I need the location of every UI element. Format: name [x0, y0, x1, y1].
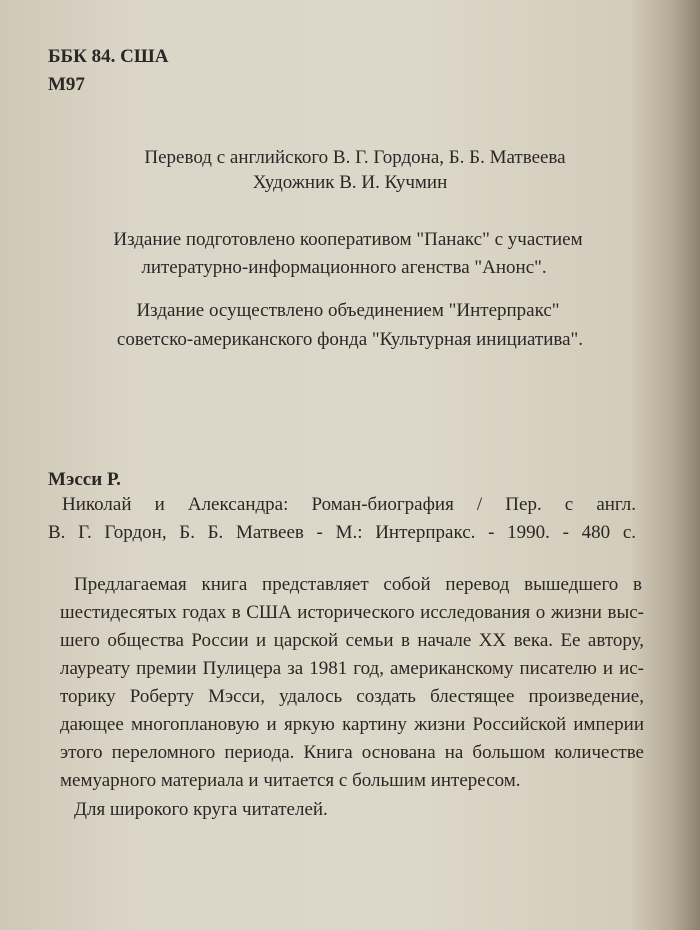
translator-credit: Перевод с английского В. Г. Гордона, Б. Б. Матвеева [144, 147, 566, 168]
annotation-line: шестидесятых годах в США исторического исследования о жизни выс- [60, 602, 644, 623]
catalog-title-line: Николай и Александра: Роман-биография / Пер. с англ. [62, 494, 636, 515]
publisher-note-line: советско-американского фонда "Культурная инициатива". [116, 329, 584, 350]
annotation-line: мемуарного материала и читается с большим интересом. [60, 770, 521, 791]
bbk-index: ББК 84. США [48, 46, 169, 67]
annotation-line: лауреату премии Пулицера за 1981 год, американскому писателю и ис- [60, 658, 644, 679]
annotation-line: торику Роберту Мэсси, удалось создать блестящее произведение, [60, 686, 644, 707]
author-code: М97 [48, 74, 85, 95]
annotation-line: Предлагаемая книга представляет собой перевод вышедшего в [74, 574, 642, 595]
audience-note: Для широкого круга читателей. [74, 799, 328, 820]
annotation-line: шего общества России и царской семьи в начале XX века. Ее автору, [60, 630, 644, 651]
publisher-note-line: Издание подготовлено кооперативом "Панакс" с участием [113, 229, 583, 250]
annotation-line: этого переломного периода. Книга основана на большом количестве [60, 742, 644, 763]
catalog-author: Мэсси Р. [48, 469, 121, 490]
artist-credit: Художник В. И. Кучмин [252, 172, 448, 193]
publisher-note-line: литературно-информационного агенства "Анонс". [141, 257, 547, 278]
annotation-line: дающее многоплановую и яркую картину жизни Российской империи [60, 714, 644, 735]
publisher-note-line: Издание осуществлено объединением "Интерпракс" [136, 300, 560, 321]
catalog-imprint-line: В. Г. Гордон, Б. Б. Матвеев - М.: Интерпракс. - 1990. - 480 с. [48, 522, 636, 543]
